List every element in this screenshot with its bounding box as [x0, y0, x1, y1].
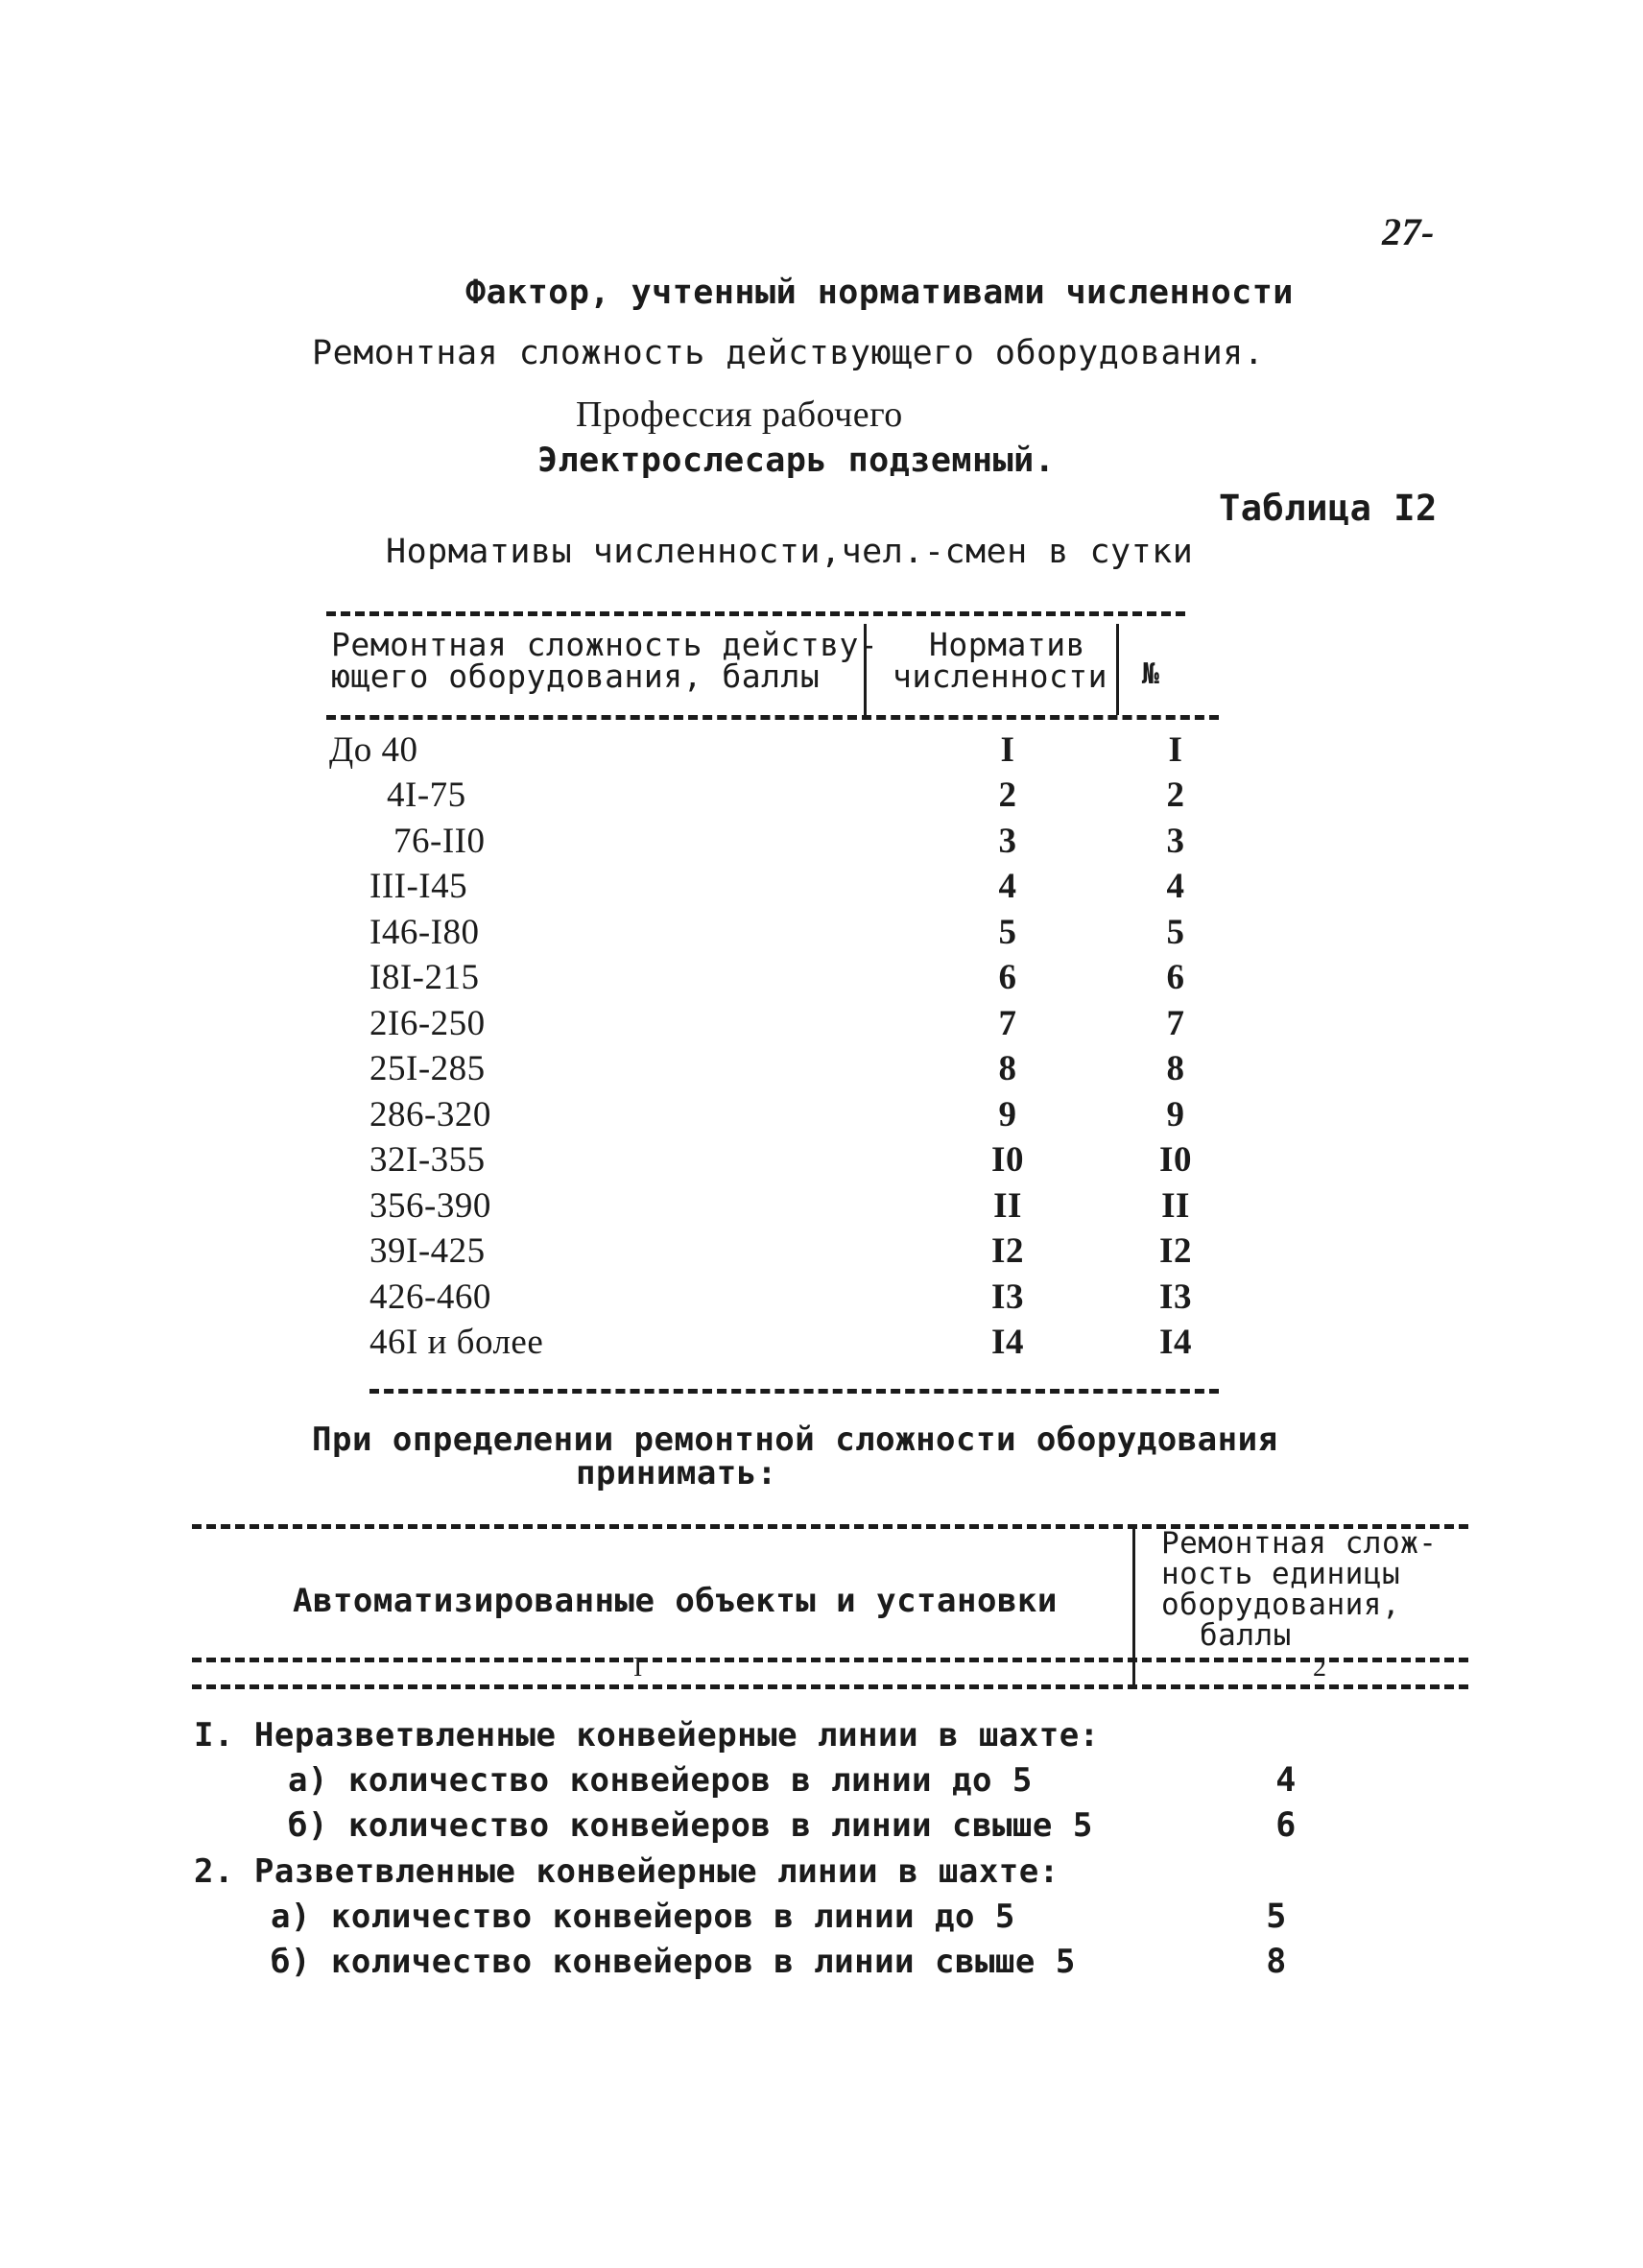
- range-cell: I8I-215: [369, 958, 480, 997]
- range-cell: 356-390: [369, 1186, 491, 1226]
- norm-cell: 6: [998, 958, 1017, 997]
- row-number-cell: I: [1168, 730, 1183, 770]
- table1-header-col2-line2: численности: [893, 657, 1108, 695]
- object-cell: а) количество конвейеров в линии до 5: [271, 1898, 1015, 1936]
- object-cell: а) количество конвейеров в линии до 5: [288, 1761, 1033, 1800]
- row-number-cell: 2: [1166, 776, 1185, 815]
- norm-cell: 8: [998, 1049, 1017, 1088]
- table2-header-col2-line3: оборудования,: [1161, 1588, 1401, 1622]
- table2-header-col2-line4: баллы: [1200, 1618, 1292, 1653]
- table2-header-separator: [1132, 1526, 1135, 1689]
- row-number-cell: I4: [1159, 1323, 1192, 1362]
- range-cell: 76-II0: [393, 822, 486, 861]
- range-cell: 32I-355: [369, 1140, 486, 1180]
- object-cell: б) количество конвейеров в линии свыше 5: [271, 1943, 1076, 1981]
- norm-cell: 9: [998, 1095, 1017, 1134]
- page-number: 27-: [1382, 210, 1435, 253]
- table2-header-rule-1: [192, 1658, 1468, 1662]
- table1-header-col1-line2: ющего оборудования, баллы: [331, 657, 821, 695]
- table2-col2-index: 2: [1313, 1653, 1327, 1683]
- object-cell: I. Неразветвленные конвейерные линии в шахте:: [194, 1716, 1100, 1755]
- norm-cell: II: [993, 1186, 1022, 1226]
- complexity-cell: 8: [1266, 1943, 1287, 1981]
- table2-header-col2-line1: Ремонтная слож-: [1161, 1526, 1438, 1561]
- range-cell: III-I45: [369, 867, 468, 906]
- table1-header-col3: №: [1142, 657, 1160, 691]
- table2-col1-index: I: [633, 1653, 643, 1683]
- row-number-cell: 4: [1166, 867, 1185, 906]
- row-number-cell: I2: [1159, 1231, 1192, 1271]
- table2-header-col1: Автоматизированные объекты и установки: [293, 1582, 1058, 1620]
- row-number-cell: I3: [1159, 1277, 1192, 1317]
- table1-header-separator-2: [1116, 624, 1119, 715]
- object-cell: б) количество конвейеров в линии свыше 5: [288, 1806, 1093, 1845]
- note-line1: При определении ремонтной сложности оборудования: [312, 1420, 1278, 1459]
- norm-cell: 2: [998, 776, 1017, 815]
- row-number-cell: 5: [1166, 913, 1185, 952]
- table2-header-col2-line2: ность единицы: [1161, 1557, 1401, 1591]
- range-cell: 39I-425: [369, 1231, 486, 1271]
- norm-cell: I: [1000, 730, 1015, 770]
- row-number-cell: 9: [1166, 1095, 1185, 1134]
- row-number-cell: I0: [1159, 1140, 1192, 1180]
- table-caption: Нормативы численности,чел.-смен в сутки: [386, 533, 1194, 571]
- row-number-cell: 8: [1166, 1049, 1185, 1088]
- range-cell: 25I-285: [369, 1049, 486, 1088]
- heading-factor: Фактор, учтенный нормативами численности: [465, 274, 1294, 312]
- row-number-cell: 6: [1166, 958, 1185, 997]
- row-number-cell: 7: [1166, 1004, 1185, 1043]
- table2-header-rule-2: [192, 1684, 1468, 1689]
- norm-cell: I4: [991, 1323, 1024, 1362]
- norm-cell: I3: [991, 1277, 1024, 1317]
- range-cell: 2I6-250: [369, 1004, 486, 1043]
- range-cell: 46I и более: [369, 1323, 544, 1362]
- norm-cell: I0: [991, 1140, 1024, 1180]
- range-cell: До 40: [329, 730, 418, 770]
- range-cell: 426-460: [369, 1277, 491, 1317]
- table1-header-rule: [326, 715, 1219, 720]
- norm-cell: 4: [998, 867, 1017, 906]
- range-cell: I46-I80: [369, 913, 480, 952]
- range-cell: 4I-75: [387, 776, 466, 815]
- norm-cell: I2: [991, 1231, 1024, 1271]
- heading-profession: Электрослесарь подземный.: [537, 442, 1056, 480]
- heading-profession-label: Профессия рабочего: [576, 394, 903, 435]
- table1-header-separator-1: [864, 624, 867, 715]
- complexity-cell: 4: [1275, 1761, 1297, 1800]
- table1-top-rule: [326, 611, 1185, 616]
- table-label: Таблица I2: [1219, 488, 1438, 529]
- range-cell: 286-320: [369, 1095, 491, 1134]
- table1-header-col2-line1: Норматив: [929, 626, 1085, 663]
- heading-complexity: Ремонтная сложность действующего оборудования.: [312, 334, 1265, 372]
- object-cell: 2. Разветвленные конвейерные линии в шахте:: [194, 1852, 1060, 1891]
- norm-cell: 7: [998, 1004, 1017, 1043]
- table1-header-col1-line1: Ремонтная сложность действу-: [331, 626, 879, 663]
- note-line2: принимать:: [576, 1454, 777, 1492]
- row-number-cell: II: [1161, 1186, 1190, 1226]
- row-number-cell: 3: [1166, 822, 1185, 861]
- table1-bottom-rule: [369, 1389, 1219, 1394]
- norm-cell: 3: [998, 822, 1017, 861]
- norm-cell: 5: [998, 913, 1017, 952]
- complexity-cell: 5: [1266, 1898, 1287, 1936]
- complexity-cell: 6: [1275, 1806, 1297, 1845]
